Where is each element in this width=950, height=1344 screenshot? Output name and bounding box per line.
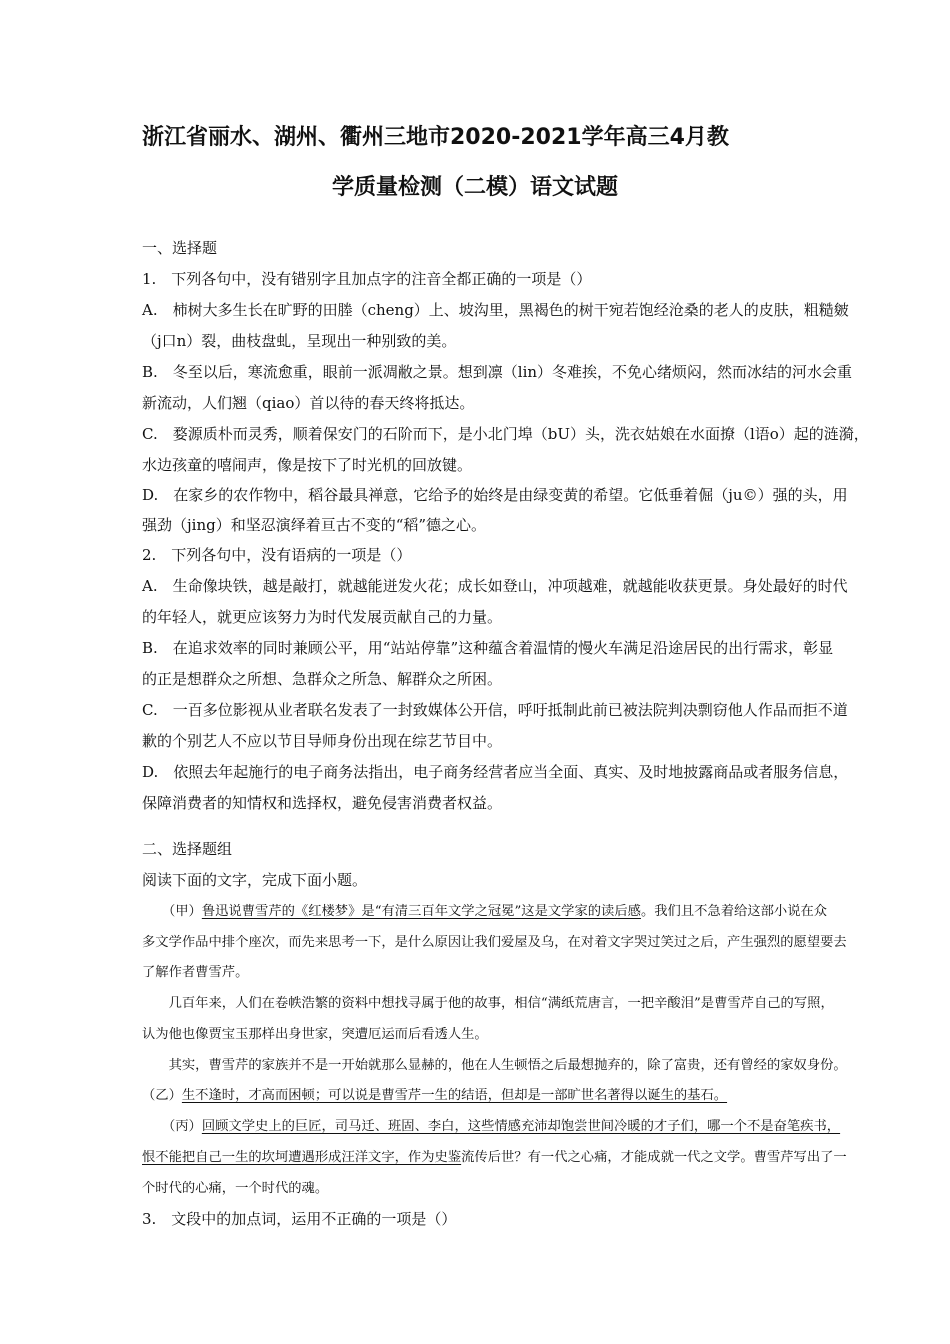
underlined-sentence-yi: 生不逢时，才高而困顿；可以说是曹雪芹一生的结语，但却是一部旷世名著得以诞生的基石。 — [181, 1088, 728, 1103]
underlined-sentence-bing: 回顾文学史上的巨匠，司马迁、班固、李白，这些情感充沛却饱尝世间冷暖的才子们，哪一个不是奋笔疾书， — [201, 1119, 841, 1134]
passage-text: 流传后世？有一代之心痛，才能成就一代之文学。曹雪芹写出了一 — [461, 1150, 847, 1165]
passage-line — [142, 1148, 847, 1168]
question2-option-c-cont: 歉的个别艺人不应以节目导师身份出现在综艺节目中。 — [142, 732, 503, 750]
passage-paragraph-yi — [142, 1086, 727, 1106]
passage-mark-jia: （甲） — [142, 904, 202, 919]
passage-mark-bing: （丙） — [142, 1119, 202, 1134]
question2-stem: 2. 下列各句中，没有语病的一项是（） — [142, 546, 412, 564]
question1-option-b: B. 冬至以后，寒流愈重，眼前一派凋敝之景。想到凛（lin）冬难挨，不免心绪烦闷，然而冰结的河水会重 — [142, 363, 853, 381]
document-title-line1: 浙江省丽水、湖州、衢州三地市2020-2021学年高三4月教 — [142, 125, 729, 150]
question3-stem: 3. 文段中的加点词，运用不正确的一项是（） — [142, 1210, 457, 1228]
document-title-line2: 学质量检测（二模）语文试题 — [331, 175, 618, 200]
question2-option-a: A. 生命像块铁，越是敲打，就越能迸发火花；成长如登山，冲项越难，就越能收获更景。身处最好的时代 — [142, 577, 848, 595]
section1-heading: 一、选择题 — [142, 239, 218, 257]
passage-paragraph-bing — [142, 1117, 840, 1137]
passage-text: 。我们且不急着给这部小说在众 — [640, 904, 828, 919]
question1-stem: 1. 下列各句中，没有错别字且加点字的注音全都正确的一项是（） — [142, 270, 592, 288]
passage-line: 多文学作品中排个座次，而先来思考一下，是什么原因让我们爱屋及乌，在对着文字哭过笑过之后，产生强烈的愿望要去 — [142, 935, 847, 950]
section2-heading: 二、选择题组 — [142, 840, 233, 858]
question2-option-a-cont: 的年轻人，就更应该努力为时代发展贡献自己的力量。 — [142, 608, 503, 626]
passage-paragraph-3: 其实，曹雪芹的家族并不是一开始就那么显赫的，他在人生顿悟之后最想抛弃的，除了富贵，还有曾经的家奴身份。 — [142, 1058, 847, 1073]
question1-option-b-cont: 新流动，人们翘（qiao）首以待的春天终将抵达。 — [142, 394, 475, 412]
question2-option-c: C. 一百多位影视从业者联名发表了一封致媒体公开信，呼吁抵制此前已被法院判决剽窃他人作品而拒不道 — [142, 701, 848, 719]
question1-option-c-cont: 水边孩童的嘻闹声，像是按下了时光机的回放键。 — [142, 456, 473, 474]
question1-option-a: A. 柿树大多生长在旷野的田塍（cheng）上、坡沟里，黑褐色的树干宛若饱经沧桑的老人的皮肤，粗糙皴 — [142, 301, 849, 319]
question2-option-b: B. 在追求效率的同时兼顾公平，用“站站停靠”这种蕴含着温情的慢火车满足沿途居民的出行需求，彰显 — [142, 639, 834, 657]
reading-instruction: 阅读下面的文字，完成下面小题。 — [142, 871, 368, 889]
passage-paragraph-2: 几百年来，人们在卷帙浩繁的资料中想找寻属于他的故事，相信“满纸荒唐言，一把辛酸泪”是曹雪芹自己的写照， — [142, 996, 834, 1011]
question2-option-b-cont: 的正是想群众之所想、急群众之所急、解群众之所困。 — [142, 670, 503, 688]
underlined-sentence-bing-cont: 恨不能把自己一生的坎坷遭遇形成汪洋文字，作为史鉴 — [142, 1150, 462, 1165]
question2-option-d: D. 依照去年起施行的电子商务法指出，电子商务经营者应当全面、真实、及时地披露商品或者服务信息， — [142, 763, 849, 781]
question1-option-d: D. 在家乡的农作物中，稻谷最具禅意，它给予的始终是由绿变黄的希望。它低垂着倔（ju©）强的头，用 — [142, 486, 848, 504]
passage-line: 个时代的心痛，一个时代的魂。 — [142, 1181, 329, 1196]
passage-paragraph-jia — [142, 902, 827, 922]
passage-mark-yi: （乙） — [142, 1088, 182, 1103]
question1-option-a-cont: （j口n）裂，曲枝盘虬，呈现出一种别致的美。 — [142, 332, 457, 350]
underlined-sentence-jia: 鲁迅说曹雪芹的《红楼梦》是“有清三百年文学之冠冕”这是文学家的读后感 — [201, 904, 641, 919]
question2-option-d-cont: 保障消费者的知情权和选择权，避免侵害消费者权益。 — [142, 794, 503, 812]
passage-line: 认为他也像贾宝玉那样出身世家，突遭厄运而后看透人生。 — [142, 1027, 488, 1042]
passage-line: 了解作者曹雪芹。 — [142, 965, 249, 980]
question1-option-d-cont: 强劲（jing）和坚忍演绎着亘古不变的“稻”德之心。 — [142, 516, 487, 534]
question1-option-c: C. 婺源质朴而灵秀，顺着保安门的石阶而下，是小北门埠（bU）头，洗衣姑娘在水面撩（l语o）起的涟漪， — [142, 425, 869, 443]
